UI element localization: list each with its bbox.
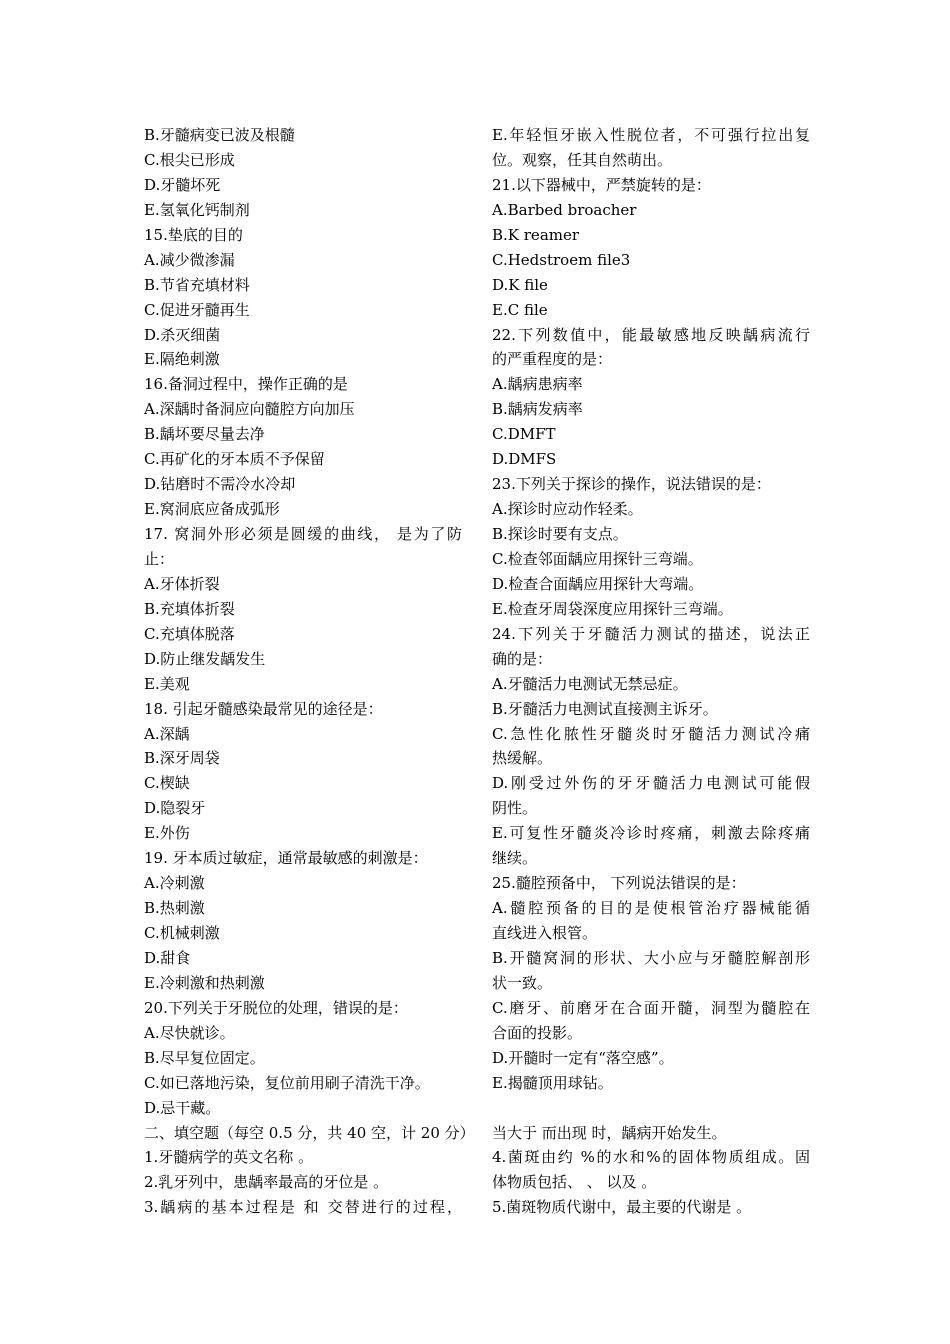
text-line: 24.下列关于牙髓活力测试的描述，说法正 <box>492 624 810 643</box>
text-line: D.防止继发龋发生 <box>144 649 266 668</box>
text-line: A.髓腔预备的目的是使根管治疗器械能循 <box>492 899 810 918</box>
text-line: B.牙髓活力电测试直接测主诉牙。 <box>492 699 718 718</box>
text-line: C.检查邻面龋应用探针三弯端。 <box>492 549 703 568</box>
text-line: 1.牙髓病学的英文名称 。 <box>144 1148 314 1167</box>
text-line: E.外伤 <box>144 824 190 843</box>
text-line: D.隐裂牙 <box>144 799 206 818</box>
text-line: D.K file <box>492 275 548 294</box>
text-line: A.探诊时应动作轻柔。 <box>492 500 643 519</box>
text-line: 15.垫底的目的 <box>144 225 243 244</box>
text-line: 18. 引起牙髓感染最常见的途径是： <box>144 699 383 718</box>
text-line: A.Barbed broacher <box>492 200 637 219</box>
text-line: 3.龋病的基本过程是 和 交替进行的过程， <box>144 1198 462 1217</box>
text-line: B.热刺激 <box>144 899 205 918</box>
text-line: C.DMFT <box>492 425 556 444</box>
text-line: 4.菌斑由约 %的水和%的固体物质组成。固 <box>492 1148 810 1167</box>
text-line: C.机械刺激 <box>144 924 220 942</box>
text-line: 22.下列数值中，能最敏感地反映龋病流行 <box>492 325 810 344</box>
text-line: 热缓解。 <box>492 749 553 768</box>
text-line: E.年轻恒牙嵌入性脱位者，不可强行拉出复 <box>492 126 810 144</box>
text-line: 合面的投影。 <box>492 1023 583 1042</box>
text-line: D.钻磨时不需冷水冷却 <box>144 475 296 494</box>
text-line: 5.菌斑物质代谢中，最主要的代谢是 。 <box>492 1198 752 1217</box>
text-line: D.牙髓坏死 <box>144 175 221 194</box>
text-line: 阴性。 <box>492 799 538 818</box>
text-line: B.尽早复位固定。 <box>144 1048 265 1067</box>
text-line: E.窝洞底应备成弧形 <box>144 500 280 519</box>
text-line: 位。观察，任其自然萌出。 <box>492 150 673 169</box>
text-line: A.龋病患病率 <box>492 375 583 394</box>
text-line: 止： <box>144 549 175 568</box>
text-line: E.美观 <box>144 674 190 693</box>
text-line: D.刚受过外伤的牙牙髓活力电测试可能假 <box>492 774 810 793</box>
text-line: B.开髓窝洞的形状、大小应与牙髓腔解剖形 <box>492 948 810 967</box>
text-line: 16.备洞过程中，操作正确的是 <box>144 375 348 394</box>
text-line: C.Hedstroem file3 <box>492 250 631 269</box>
left-column <box>144 123 475 1220</box>
text-line: 21.以下器械中，严禁旋转的是： <box>492 175 711 194</box>
text-line: D.忌干藏。 <box>144 1098 221 1117</box>
text-line: D.甜食 <box>144 948 191 967</box>
text-line: C.如已落地污染，复位前用刷子清洗干净。 <box>144 1073 430 1092</box>
text-line: B.牙髓病变已波及根髓 <box>144 126 295 144</box>
text-line: D.DMFS <box>492 450 557 469</box>
text-line: D.开髓时一定有“落空感”。 <box>492 1048 674 1067</box>
text-line: E.隔绝刺激 <box>144 350 220 369</box>
text-line: A.深龋时备洞应向髓腔方向加压 <box>144 400 355 419</box>
text-line: B.探诊时要有支点。 <box>492 525 628 543</box>
text-line: C.磨牙、前磨牙在合面开髓，洞型为髓腔在 <box>492 998 810 1017</box>
text-line: C.促进牙髓再生 <box>144 300 250 319</box>
text-line <box>492 1096 810 1121</box>
text-line: E.氢氧化钙制剂 <box>144 200 250 219</box>
text-line: C.根尖已形成 <box>144 150 235 169</box>
text-line: A.冷刺激 <box>144 874 205 893</box>
text-line: B.节省充填材料 <box>144 275 250 294</box>
text-line: A.牙体折裂 <box>144 574 220 593</box>
text-line: E.C file <box>492 300 548 319</box>
text-line: C.充填体脱落 <box>144 624 235 643</box>
text-line: A.减少微渗漏 <box>144 250 235 269</box>
text-line: A.牙髓活力电测试无禁忌症。 <box>492 674 688 693</box>
text-line: 2.乳牙列中，患龋率最高的牙位是 。 <box>144 1173 389 1192</box>
text-line: C.楔缺 <box>144 774 190 793</box>
text-line: 二、填空题（每空 0.5 分，共 40 空，计 20 分） <box>144 1123 475 1142</box>
text-line: E.揭髓顶用球钻。 <box>492 1073 613 1092</box>
text-line: A.尽快就诊。 <box>144 1023 235 1042</box>
text-line: 继续。 <box>492 849 538 868</box>
text-line: E.冷刺激和热刺激 <box>144 973 265 992</box>
text-line: A.深龋 <box>144 724 190 743</box>
text-line: 的严重程度的是： <box>492 350 613 369</box>
text-line: B.K reamer <box>492 225 580 244</box>
text-line: E.检查牙周袋深度应用探针三弯端。 <box>492 599 733 618</box>
text-line: 体物质包括、 、 以及 。 <box>492 1173 657 1192</box>
text-line: 当大于 而出现 时，龋病开始发生。 <box>492 1123 727 1142</box>
text-line: B.龋病发病率 <box>492 400 583 419</box>
text-line: 25.髓腔预备中， 下列说法错误的是： <box>492 874 746 893</box>
text-line: 确的是： <box>492 649 553 668</box>
text-line: B.深牙周袋 <box>144 749 220 768</box>
text-line: 状一致。 <box>492 973 553 992</box>
text-line: 19. 牙本质过敏症，通常最敏感的刺激是： <box>144 849 428 868</box>
text-line: B.充填体折裂 <box>144 599 235 618</box>
text-line: E.可复性牙髓炎冷诊时疼痛，刺激去除疼痛 <box>492 824 810 843</box>
text-line: 20.下列关于牙脱位的处理，错误的是： <box>144 998 408 1017</box>
right-column <box>492 123 810 1220</box>
text-line: B.龋坏要尽量去净 <box>144 425 265 444</box>
text-line: C.再矿化的牙本质不予保留 <box>144 450 325 469</box>
text-line: 17. 窝洞外形必须是圆缓的曲线， 是为了防 <box>144 525 462 543</box>
text-line: 直线进入根管。 <box>492 924 598 942</box>
text-line: 23.下列关于探诊的操作，说法错误的是： <box>492 475 771 494</box>
text-line: D.杀灭细菌 <box>144 325 221 344</box>
text-line: D.检查合面龋应用探针大弯端。 <box>492 574 704 593</box>
text-line: C.急性化脓性牙髓炎时牙髓活力测试冷痛 <box>492 724 810 743</box>
